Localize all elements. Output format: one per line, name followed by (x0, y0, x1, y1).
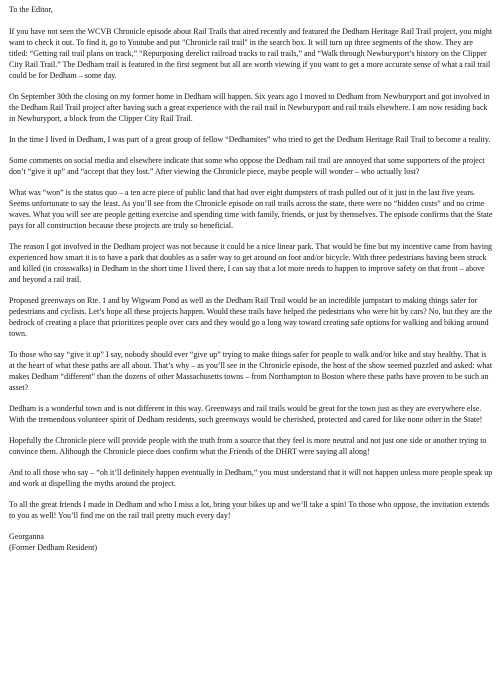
signature-title: (Former Dedham Resident) (9, 543, 97, 552)
paragraph-reason-involved: The reason I got involved in the Dedham project was not because it could be a nice linear park. That would be fine but my incentive came from having experienced how smart it is to have a park that doubles as a safer way to get around on foot and/or bicycle. With three pedestrians having been struck and killed (in crosswalks) in Dedham in the short time I lived there, I can say that a lot more needs to happen to improve safety on that front – above and beyond a rail trail. (9, 242, 493, 284)
paragraph-closing-home: On September 30th the closing on my former home in Dedham will happen. Six years ago I moved to Dedham from Newburyport and got involved in the Dedham Rail Trail project after having such a great experience with the rail trail in Newburyport and rail trails elsewhere. I am now residing back in Newburyport, a block from the Clipper City Rail Trail. (9, 92, 490, 123)
signature-block (9, 531, 493, 553)
paragraph-eventually: And to all those who say – “oh it’ll definitely happen eventually in Dedham,” you must understand that it will not happen unless more people speak up and work at dispelling the myths around the project. (9, 468, 493, 488)
paragraph-greenways: Proposed greenways on Rte. 1 and by Wigwam Pond as well as the Dedham Rail Trail would be an incredible jumpstart to making things safer for pedestrians and cyclists. Let’s hope all these projects happen. Would these trails have helped the pedestrians who were hit by cars? No, but they are the bedrock of creating a place that prioritizes people over cars and they would go a long way toward creating safe options for walking and biking around town. (9, 296, 493, 338)
paragraph-social-media: Some comments on social media and elsewhere indicate that some who oppose the Dedham rail trail are annoyed that some supporters of the project don’t “give it up” and “accept that they lost.” After viewing the Chronicle piece, maybe people will wonder – who actually lost? (9, 156, 485, 176)
paragraph-chronicle-episode: If you have not seen the WCVB Chronicle episode about Rail Trails that aired recently and featured the Dedham Heritage Rail Trail project, you might want to check it out. To find it, go to Youtube and put "Chronicle rail trail" in the search box. It will turn up three segments of the show. They are titled: “Getting rail trail plans on track,” “Repurposing derelict railroad tracks to rail trails,” and “Walk through Newburyport’s history on the Clipper City Rail Trail.” The Dedham trail is featured in the first segment but all are worth viewing if you want to get a more accurate sense of what a rail trail could be for Dedham – some day. (9, 27, 493, 80)
paragraph-give-it-up: To those who say “give it up” I say, nobody should ever “give up” trying to make things safer for people to walk and/or bike and stay healthy. That is at the heart of what these paths are all about. That’s why – as you’ll see in the Chronicle episode, the host of the show seemed puzzled and asked: what makes Dedham “different” than the dozens of other Massachusetts towns – from Northampton to Boston where these paths have proven to be such an asset? (9, 350, 493, 392)
paragraph-status-quo: What was “won” is the status quo – a ten acre piece of public land that had over eight dumpsters of trash pulled out of it just in the last five years. Seems unfortunate to say the least. As you’ll see from the Chronicle episode on rail trails across the state, there were no “hidden costs” and no crime waves. What you will see are people getting exercise and spending time with family, friends, or just by themselves. The episode confirms that the State pays for all construction because these projects are truly so beneficial. (9, 188, 493, 230)
paragraph-hopefully: Hopefully the Chronicle piece will provide people with the truth from a source that they feel is more neutral and not just one side or another trying to convince them. Although the Chronicle piece does confirm what the Friends of the DHRT were saying all along! (9, 436, 487, 456)
paragraph-dedhamites: In the time I lived in Dedham, I was part of a great group of fellow “Dedhamites” who tried to get the Dedham Heritage Rail Trail to become a reality. (9, 135, 491, 144)
paragraph-wonderful-town: Dedham is a wonderful town and is not different in this way. Greenways and rail trails would be great for the town just as they are everywhere else. With the tremendous volunteer spirit of Dedham residents, such greenways would be cherished, protected and cared for like none other in the State! (9, 404, 483, 424)
paragraph-invitation: To all the great friends I made in Dedham and who I miss a lot, bring your bikes up and we’ll take a spin! To those who oppose, the invitation extends to you as well! You’ll find me on the rail trail pretty much every day! (9, 500, 489, 520)
salutation: To the Editor, (9, 5, 53, 14)
letter-to-editor (9, 4, 493, 553)
signature-name: Georganna (9, 532, 44, 541)
